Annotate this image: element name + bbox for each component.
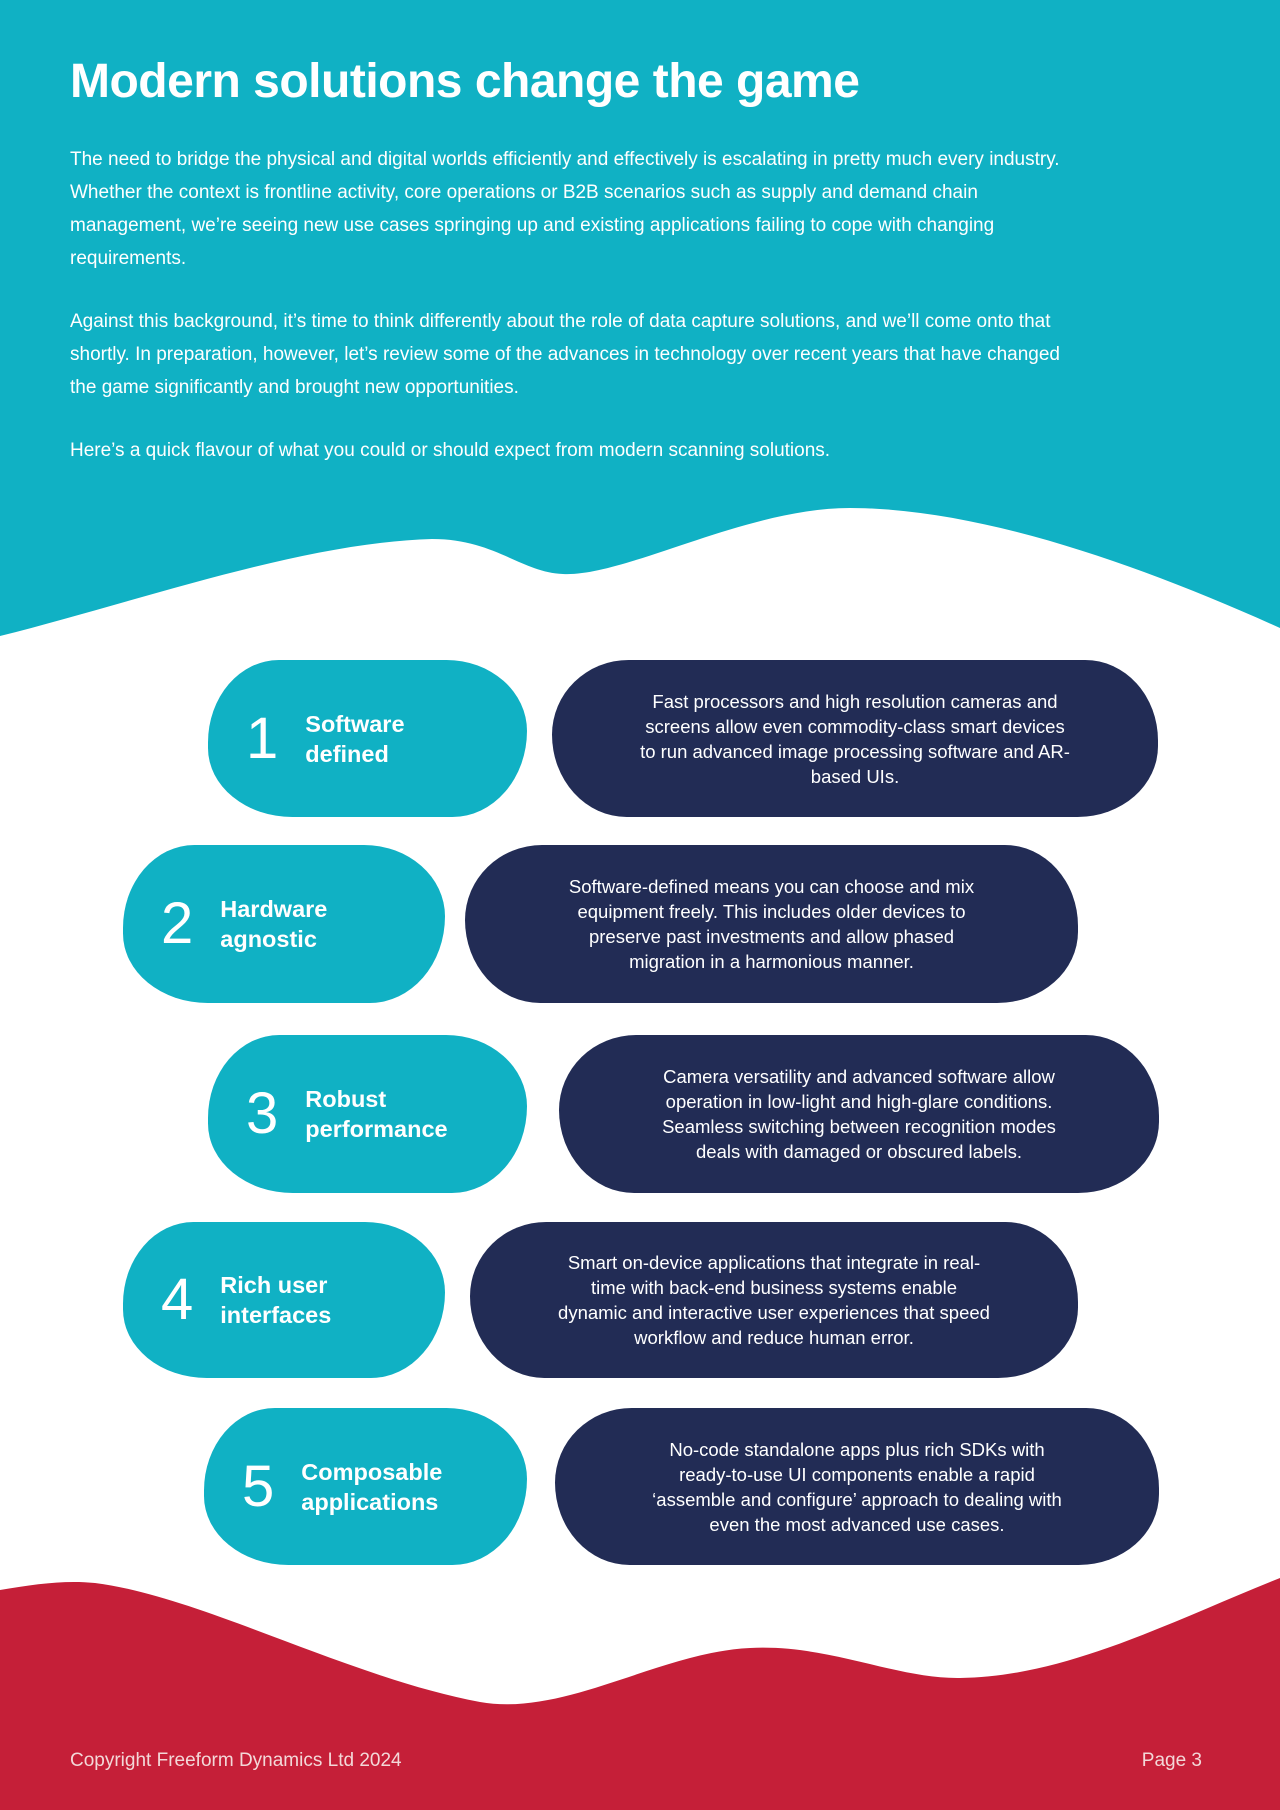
footer [0, 1560, 1280, 1810]
feature-badge-4 [123, 1222, 445, 1378]
feature-badge-3 [208, 1035, 527, 1193]
feature-number: 4 [161, 1267, 194, 1332]
feature-description: Software-defined means you can choose and mix equipment freely. This includes older devices to preserve past investments and allow phased migration in a harmonious manner. [568, 876, 975, 972]
feature-description-pill-2 [465, 845, 1078, 1003]
intro-paragraph-3: Here’s a quick flavour of what you could or should expect from modern scanning solutions. [70, 439, 831, 461]
feature-description: No-code standalone apps plus rich SDKs with ready-to-use UI components enable a rapid ‘assemble and configure’ approach to dealing with even the most advanced use cases. [652, 1438, 1062, 1535]
feature-number: 1 [246, 705, 279, 771]
feature-badge-2 [123, 845, 445, 1003]
feature-description-pill-4 [470, 1222, 1078, 1378]
feature-label: Robust performance [305, 1086, 448, 1142]
feature-description-pill-1 [552, 660, 1158, 817]
feature-label: Software defined [305, 710, 405, 767]
feature-label: Rich user interfaces [220, 1272, 332, 1328]
feature-number: 3 [246, 1081, 279, 1146]
intro-paragraph-2: Against this background, it’s time to think differently about the role of data capture solutions, and we’ll come onto that shortly. In preparation, however, let’s review some of the advances in technology over recent years that have changed the game significantly and brought new opportunities. [70, 310, 1060, 398]
feature-number: 2 [161, 891, 194, 956]
copyright-text: Copyright Freeform Dynamics Ltd 2024 [70, 1750, 402, 1771]
feature-description-pill-5 [555, 1408, 1159, 1565]
feature-badge-1 [208, 660, 527, 817]
header [70, 0, 1080, 467]
feature-badge-5 [204, 1408, 527, 1565]
feature-label: Hardware agnostic [220, 896, 328, 952]
feature-description: Smart on-device applications that integrate in real-time with back-end business systems enable dynamic and interactive user experiences that speed workflow and reduce human error. [558, 1252, 990, 1348]
page-title: Modern solutions change the game [70, 55, 860, 108]
feature-description-pill-3 [559, 1035, 1159, 1193]
feature-description: Fast processors and high resolution cameras and screens allow even commodity-class smart devices to run advanced image processing software and AR-based UIs. [640, 690, 1070, 787]
feature-label: Composable applications [301, 1458, 443, 1515]
intro-paragraph-1: The need to bridge the physical and digital worlds efficiently and effectively is escalating in pretty much every industry. Whether the context is frontline activity, core operations or B2B scenarios such as supply and demand chain management, we’re seeing new use cases springing up and existing applications failing to cope with changing requirements. [70, 148, 1060, 269]
page-number: Page 3 [1141, 1750, 1202, 1771]
feature-number: 5 [242, 1453, 275, 1519]
feature-description: Camera versatility and advanced software allow operation in low-light and high-glare conditions. Seamless switching between recognition modes deals with damaged or obscured labels. [662, 1066, 1056, 1162]
